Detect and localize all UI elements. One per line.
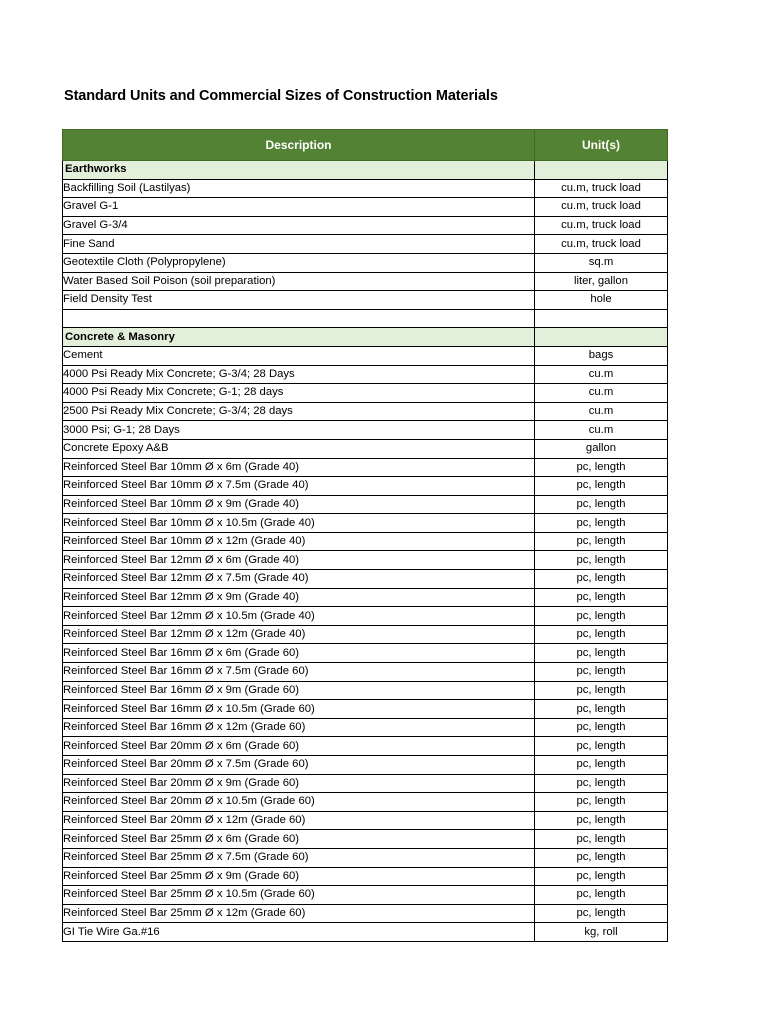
table-row <box>63 811 668 830</box>
table-row <box>63 700 668 719</box>
table-row <box>63 886 668 905</box>
description-cell: Reinforced Steel Bar 20mm Ø x 12m (Grade 60) <box>63 811 535 830</box>
section-units-cell <box>535 161 668 180</box>
table-row <box>63 216 668 235</box>
description-cell: Geotextile Cloth (Polypropylene) <box>63 253 535 272</box>
units-cell: bags <box>535 346 668 365</box>
description-cell: Field Density Test <box>63 291 535 310</box>
table-row <box>63 384 668 403</box>
units-cell: pc, length <box>535 681 668 700</box>
units-cell: pc, length <box>535 793 668 812</box>
units-cell: pc, length <box>535 495 668 514</box>
units-cell: hole <box>535 291 668 310</box>
table-row <box>63 179 668 198</box>
description-cell: 2500 Psi Ready Mix Concrete; G-3/4; 28 days <box>63 402 535 421</box>
table-row <box>63 235 668 254</box>
section-row <box>63 161 668 180</box>
units-cell: liter, gallon <box>535 272 668 291</box>
units-cell: pc, length <box>535 737 668 756</box>
table-row <box>63 532 668 551</box>
table-row <box>63 681 668 700</box>
table-row <box>63 756 668 775</box>
table-row <box>63 514 668 533</box>
page-title: Standard Units and Commercial Sizes of Construction Materials <box>64 88 498 104</box>
description-cell: Reinforced Steel Bar 12mm Ø x 12m (Grade 40) <box>63 625 535 644</box>
table-row <box>63 570 668 589</box>
table-row <box>63 253 668 272</box>
units-cell: pc, length <box>535 588 668 607</box>
description-cell: Reinforced Steel Bar 10mm Ø x 12m (Grade 40) <box>63 532 535 551</box>
materials-table <box>62 129 668 942</box>
description-cell: Reinforced Steel Bar 16mm Ø x 6m (Grade 60) <box>63 644 535 663</box>
description-cell: Reinforced Steel Bar 20mm Ø x 6m (Grade 60) <box>63 737 535 756</box>
description-cell <box>63 309 535 328</box>
section-row <box>63 328 668 347</box>
units-cell: pc, length <box>535 458 668 477</box>
table-row <box>63 365 668 384</box>
units-cell: pc, length <box>535 756 668 775</box>
table-row <box>63 309 668 328</box>
table-row <box>63 904 668 923</box>
table-row <box>63 793 668 812</box>
description-cell: Reinforced Steel Bar 20mm Ø x 10.5m (Grade 60) <box>63 793 535 812</box>
units-column-header: Unit(s) <box>535 130 668 161</box>
table-row <box>63 923 668 942</box>
description-cell: Reinforced Steel Bar 25mm Ø x 6m (Grade 60) <box>63 830 535 849</box>
units-cell: pc, length <box>535 607 668 626</box>
table-row <box>63 625 668 644</box>
units-cell: pc, length <box>535 830 668 849</box>
description-cell: Backfilling Soil (Lastilyas) <box>63 179 535 198</box>
description-cell: Reinforced Steel Bar 10mm Ø x 7.5m (Grade 40) <box>63 477 535 496</box>
description-cell: Reinforced Steel Bar 12mm Ø x 6m (Grade 40) <box>63 551 535 570</box>
units-cell: pc, length <box>535 700 668 719</box>
description-cell: Gravel G-1 <box>63 198 535 217</box>
table-row <box>63 458 668 477</box>
description-cell: Concrete Epoxy A&B <box>63 439 535 458</box>
description-cell: Reinforced Steel Bar 20mm Ø x 9m (Grade 60) <box>63 774 535 793</box>
units-cell <box>535 309 668 328</box>
table-row <box>63 346 668 365</box>
units-cell: pc, length <box>535 867 668 886</box>
units-cell: cu.m, truck load <box>535 179 668 198</box>
description-cell: Reinforced Steel Bar 16mm Ø x 10.5m (Grade 60) <box>63 700 535 719</box>
description-cell: Reinforced Steel Bar 16mm Ø x 12m (Grade 60) <box>63 718 535 737</box>
units-cell: pc, length <box>535 570 668 589</box>
units-cell: pc, length <box>535 774 668 793</box>
table-row <box>63 848 668 867</box>
description-cell: Reinforced Steel Bar 10mm Ø x 6m (Grade 40) <box>63 458 535 477</box>
units-cell: pc, length <box>535 625 668 644</box>
units-cell: cu.m, truck load <box>535 198 668 217</box>
description-cell: Reinforced Steel Bar 10mm Ø x 9m (Grade 40) <box>63 495 535 514</box>
table-row <box>63 198 668 217</box>
table-row <box>63 774 668 793</box>
description-cell: Reinforced Steel Bar 25mm Ø x 12m (Grade 60) <box>63 904 535 923</box>
units-cell: cu.m <box>535 402 668 421</box>
table-header-row <box>63 130 668 161</box>
table-row <box>63 402 668 421</box>
description-cell: 4000 Psi Ready Mix Concrete; G-1; 28 days <box>63 384 535 403</box>
description-cell: Reinforced Steel Bar 12mm Ø x 7.5m (Grade 40) <box>63 570 535 589</box>
units-cell: pc, length <box>535 532 668 551</box>
table-row <box>63 551 668 570</box>
description-cell: Reinforced Steel Bar 12mm Ø x 10.5m (Grade 40) <box>63 607 535 626</box>
table-row <box>63 272 668 291</box>
units-cell: pc, length <box>535 477 668 496</box>
table-row <box>63 737 668 756</box>
units-cell: kg, roll <box>535 923 668 942</box>
table-row <box>63 588 668 607</box>
units-cell: gallon <box>535 439 668 458</box>
description-column-header: Description <box>63 130 535 161</box>
units-cell: cu.m, truck load <box>535 216 668 235</box>
description-cell: 4000 Psi Ready Mix Concrete; G-3/4; 28 Days <box>63 365 535 384</box>
units-cell: cu.m <box>535 384 668 403</box>
table-row <box>63 830 668 849</box>
table-row <box>63 439 668 458</box>
table-row <box>63 477 668 496</box>
units-cell: pc, length <box>535 848 668 867</box>
table-row <box>63 663 668 682</box>
units-cell: sq.m <box>535 253 668 272</box>
table-row <box>63 495 668 514</box>
description-cell: Reinforced Steel Bar 16mm Ø x 7.5m (Grade 60) <box>63 663 535 682</box>
units-cell: pc, length <box>535 514 668 533</box>
units-cell: pc, length <box>535 904 668 923</box>
description-cell: Reinforced Steel Bar 20mm Ø x 7.5m (Grade 60) <box>63 756 535 775</box>
units-cell: pc, length <box>535 644 668 663</box>
units-cell: cu.m <box>535 365 668 384</box>
units-cell: cu.m, truck load <box>535 235 668 254</box>
table-row <box>63 291 668 310</box>
section-title: Earthworks <box>63 161 535 180</box>
description-cell: Fine Sand <box>63 235 535 254</box>
description-cell: Cement <box>63 346 535 365</box>
description-cell: Reinforced Steel Bar 16mm Ø x 9m (Grade 60) <box>63 681 535 700</box>
table-row <box>63 644 668 663</box>
description-cell: Reinforced Steel Bar 25mm Ø x 10.5m (Grade 60) <box>63 886 535 905</box>
section-title: Concrete & Masonry <box>63 328 535 347</box>
description-cell: Reinforced Steel Bar 25mm Ø x 7.5m (Grade 60) <box>63 848 535 867</box>
table-row <box>63 867 668 886</box>
units-cell: pc, length <box>535 811 668 830</box>
units-cell: cu.m <box>535 421 668 440</box>
table-row <box>63 718 668 737</box>
units-cell: pc, length <box>535 886 668 905</box>
units-cell: pc, length <box>535 663 668 682</box>
units-cell: pc, length <box>535 718 668 737</box>
description-cell: 3000 Psi; G-1; 28 Days <box>63 421 535 440</box>
table-row <box>63 607 668 626</box>
section-units-cell <box>535 328 668 347</box>
table-row <box>63 421 668 440</box>
description-cell: Water Based Soil Poison (soil preparation) <box>63 272 535 291</box>
description-cell: Reinforced Steel Bar 10mm Ø x 10.5m (Grade 40) <box>63 514 535 533</box>
description-cell: Reinforced Steel Bar 25mm Ø x 9m (Grade 60) <box>63 867 535 886</box>
description-cell: GI Tie Wire Ga.#16 <box>63 923 535 942</box>
units-cell: pc, length <box>535 551 668 570</box>
description-cell: Gravel G-3/4 <box>63 216 535 235</box>
description-cell: Reinforced Steel Bar 12mm Ø x 9m (Grade 40) <box>63 588 535 607</box>
table-body <box>63 161 668 942</box>
